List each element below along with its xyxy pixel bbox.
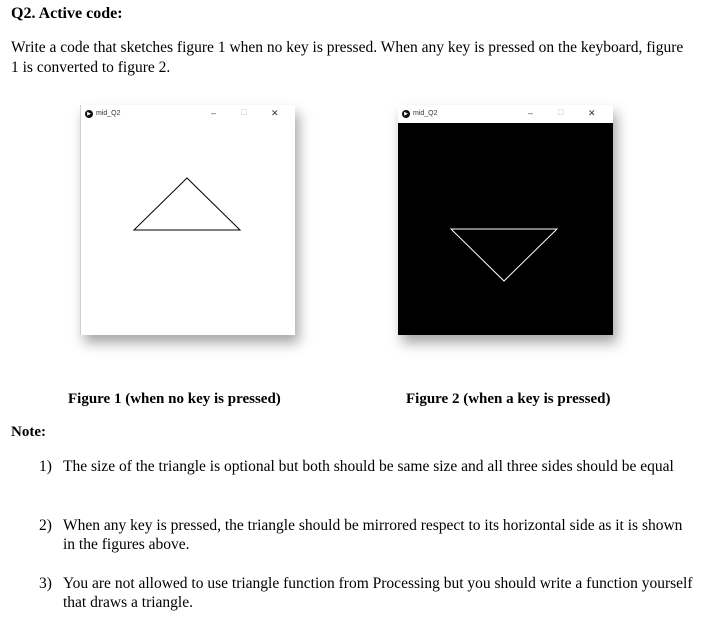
note-number: 2) (39, 517, 52, 534)
downward-triangle (451, 229, 557, 281)
figure-2-window (398, 105, 613, 335)
figure-2-window-title: mid_Q2 (413, 110, 438, 117)
maximize-icon[interactable]: □ (558, 107, 564, 117)
figure-1-canvas (80, 123, 295, 335)
question-intro: Write a code that sketches figure 1 when no key is pressed. When any key is pressed on the keyboard, figure 1 is converted to figure 2. (11, 39, 684, 76)
note-number: 1) (39, 458, 52, 475)
minimize-icon[interactable]: – (528, 108, 534, 118)
note-number: 3) (39, 575, 52, 592)
figure-1-window-title: mid_Q2 (96, 110, 121, 117)
note-text: When any key is pressed, the triangle should be mirrored respect to its horizontal side as it is shown in the figures above. (63, 517, 683, 553)
minimize-icon[interactable]: – (211, 108, 217, 118)
upward-triangle (134, 178, 240, 230)
figure-2-titlebar[interactable] (398, 105, 613, 123)
figure-2-caption: Figure 2 (when a key is pressed) (406, 391, 611, 407)
figure-1-drawing (81, 123, 296, 335)
note-heading: Note: (11, 424, 46, 440)
maximize-icon[interactable]: □ (241, 107, 247, 117)
close-icon[interactable]: ✕ (271, 108, 279, 118)
figure-2-canvas (398, 123, 613, 335)
figure-1-titlebar[interactable] (80, 105, 295, 123)
close-icon[interactable]: ✕ (588, 108, 596, 118)
processing-app-icon: ▶ (85, 110, 93, 118)
note-text: You are not allowed to use triangle function from Processing but you should write a function yourself that draws a triangle. (63, 575, 693, 611)
figure-2-drawing (398, 123, 613, 335)
note-text: The size of the triangle is optional but both should be same size and all three sides should be equal (63, 458, 674, 475)
figure-1-caption: Figure 1 (when no key is pressed) (68, 391, 281, 407)
question-title: Q2. Active code: (11, 5, 123, 22)
figure-1-window (80, 105, 295, 335)
processing-app-icon: ▶ (402, 110, 410, 118)
